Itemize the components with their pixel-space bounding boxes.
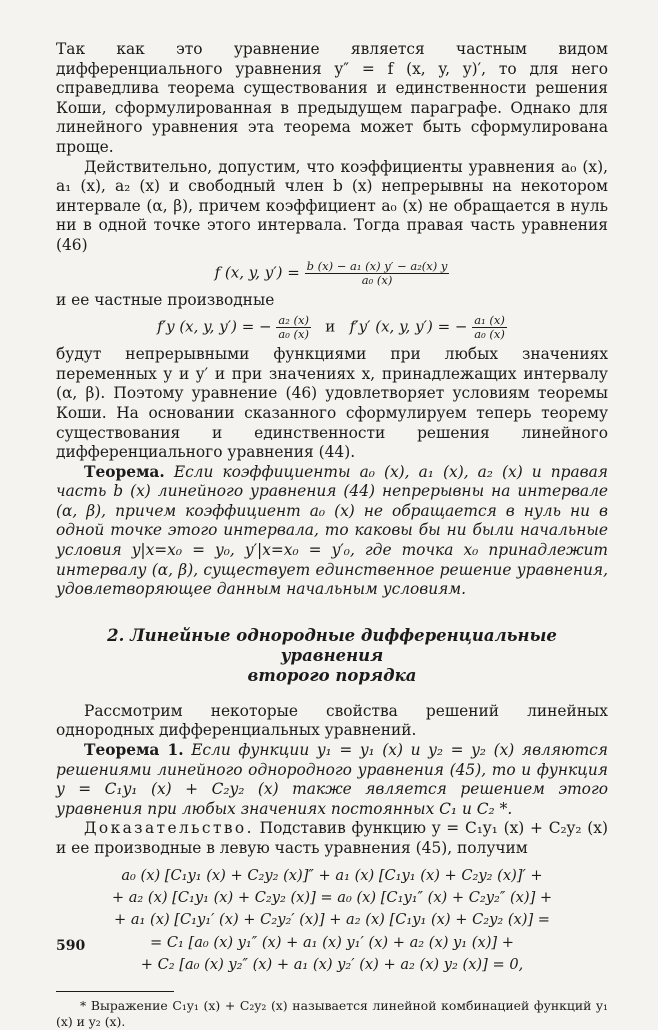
partial-yprime-lhs: f′y′ (x, y, y′) = − <box>349 317 468 336</box>
page-number: 590 <box>56 938 86 954</box>
footnote: * Выражение C₁y₁ (x) + C₂y₂ (x) называется линейной комбинацией функций y₁ (x) и y₂ (x). <box>56 997 608 1029</box>
section-title-line1: 2. Линейные однородные дифференциальные уравнения <box>107 625 557 665</box>
partial-y-fraction <box>276 314 311 341</box>
theorem-text: Если функции y₁ = y₁ (x) и y₂ = y₂ (x) являются решениями линейного однородного уравнения (45), то и функция y = C₁y₁ (x) + C₂y₂ (x) также является решением этого уравнения при любых значениях постоянных C₁ и C₂ *. <box>56 741 608 818</box>
fraction-denominator: a₀ (x) <box>361 272 393 287</box>
partial-y-lhs: f′y (x, y, y′) = − <box>157 317 272 336</box>
paragraph-coefficients: Действительно, допустим, что коэффициенты уравнения a₀ (x), a₁ (x), a₂ (x) и свободный член b (x) непрерывны на некотором интервале (α, β), причем коэффициент a₀ (x) не обращается в нуль ни в одной точке этого интервала. Тогда правая часть уравнения (46) <box>56 157 608 254</box>
proof-text: Подставив функцию y = C₁y₁ (x) + C₂y₂ (x) и ее производные в левую часть уравнения (45), получим <box>56 819 608 857</box>
paragraph-proof <box>56 819 608 858</box>
theorem-label: Теорема. <box>84 462 165 481</box>
equation-lhs: f (x, y, y′) = <box>214 263 300 282</box>
fraction-numerator: b (x) − a₁ (x) y′ − a₂(x) y <box>306 258 448 273</box>
theorem-label: Теорема 1. <box>84 741 184 760</box>
theorem-1 <box>56 741 608 819</box>
equation-system <box>56 865 608 977</box>
equation-line: + C₂ [a₀ (x) y₂″ (x) + a₁ (x) y₂′ (x) + a₂ (x) y₂ (x)] = 0, <box>140 956 524 974</box>
equation-fraction <box>305 260 450 287</box>
page-body <box>56 40 608 1030</box>
footnote-divider <box>56 991 174 992</box>
equation-line: = C₁ [a₀ (x) y₁″ (x) + a₁ (x) y₁′ (x) + a₂ (x) y₁ (x)] + <box>150 933 514 951</box>
theorem-text: Если коэффициенты a₀ (x), a₁ (x), a₂ (x) и правая часть b (x) линейного уравнения (44) непрерывны на интервале (α, β), причем коэффициент a₀ (x) не обращается в нуль ни в одной точке этого интервала, то каковы бы ни были начальные условия y|x=x₀ = y₀, y′|x=x₀ = y′₀, где точка x₀ принадлежит интервалу (α, β), существует единственное решение уравнения, удовлетворяющее данным начальным условиям. <box>56 462 608 599</box>
partial-yprime-fraction <box>472 314 507 341</box>
fraction-numerator: a₂ (x) <box>278 313 309 328</box>
theorem-existence <box>56 463 608 600</box>
equation-partial-derivatives <box>56 314 608 341</box>
proof-label: Доказательство. <box>84 819 254 838</box>
paragraph-consider: Рассмотрим некоторые свойства решений линейных однородных дифференциальных уравнений. <box>56 701 608 740</box>
fraction-denominator: a₀ (x) <box>474 327 505 342</box>
paragraph-intro: Так как это уравнение является частным видом дифференциального уравнения y″ = f (x, y, y)′, то для него справедлива теорема существования и единственности решения Коши, сформулированная в предыдущем параграфе. Однако для линейного уравнения эта теорема может быть сформулирована проще. <box>56 40 608 156</box>
conjunction: и <box>325 317 336 336</box>
paragraph-partials: и ее частные производные <box>56 290 275 309</box>
section-title-line2: второго порядка <box>247 665 417 685</box>
fraction-denominator: a₀ (x) <box>278 327 309 342</box>
equation-right-side <box>56 260 608 287</box>
section-title <box>56 626 608 686</box>
paragraph-continuity: будут непрерывными функциями при любых значениях переменных y и y′ и при значениях x, принадлежащих интервалу (α, β). Поэтому уравнение (46) удовлетворяет условиям теоремы Коши. На основании сказанного сформулируем теперь теорему существования и единственности решения линейного дифференциального уравнения (44). <box>56 345 608 462</box>
equation-line: + a₁ (x) [C₁y₁′ (x) + C₂y₂′ (x)] + a₂ (x) [C₁y₁ (x) + C₂y₂ (x)] = <box>113 911 551 929</box>
equation-line: + a₂ (x) [C₁y₁ (x) + C₂y₂ (x)] = a₀ (x) [C₁y₁″ (x) + C₂y₂″ (x)] + <box>111 889 553 906</box>
equation-line: a₀ (x) [C₁y₁ (x) + C₂y₂ (x)]″ + a₁ (x) [C₁y₁ (x) + C₂y₂ (x)]′ + <box>121 866 543 884</box>
fraction-numerator: a₁ (x) <box>474 313 505 328</box>
